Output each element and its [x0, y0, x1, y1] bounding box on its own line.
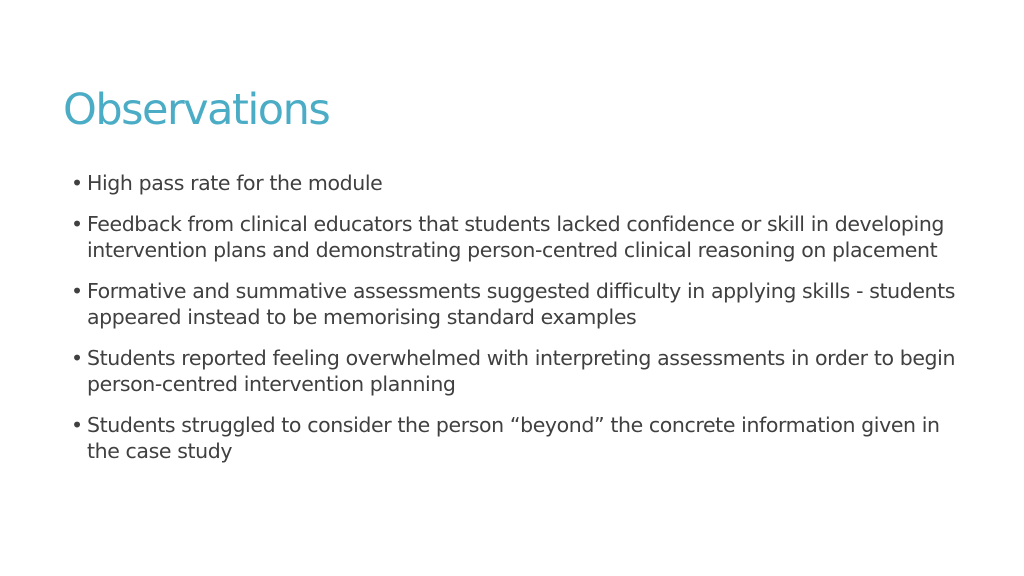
- bullet-dot-icon: •: [71, 278, 83, 303]
- bullet-text: High pass rate for the module: [87, 171, 383, 195]
- bullet-dot-icon: •: [71, 345, 83, 370]
- bullet-item: [70, 345, 960, 398]
- bullet-text: Students struggled to consider the person “beyond” the concrete information given in the case study: [87, 412, 940, 463]
- bullet-item: [70, 412, 960, 465]
- bullet-text: Feedback from clinical educators that students lacked confidence or skill in developing intervention plans and demonstrating person-centred clinical reasoning on placement: [87, 211, 945, 262]
- bullet-dot-icon: •: [71, 412, 83, 437]
- bullet-item: [70, 211, 960, 264]
- bullet-dot-icon: •: [71, 171, 83, 195]
- bullet-text: Students reported feeling overwhelmed with interpreting assessments in order to begin person-centred intervention planning: [87, 345, 956, 396]
- slide-title: Observations: [63, 85, 330, 135]
- bullet-dot-icon: •: [71, 211, 83, 236]
- bullet-text: Formative and summative assessments suggested difficulty in applying skills - students appeared instead to be memorising standard examples: [87, 278, 956, 329]
- bullet-item: [70, 278, 960, 331]
- bullet-item: [70, 170, 960, 197]
- bullet-list: [70, 170, 960, 479]
